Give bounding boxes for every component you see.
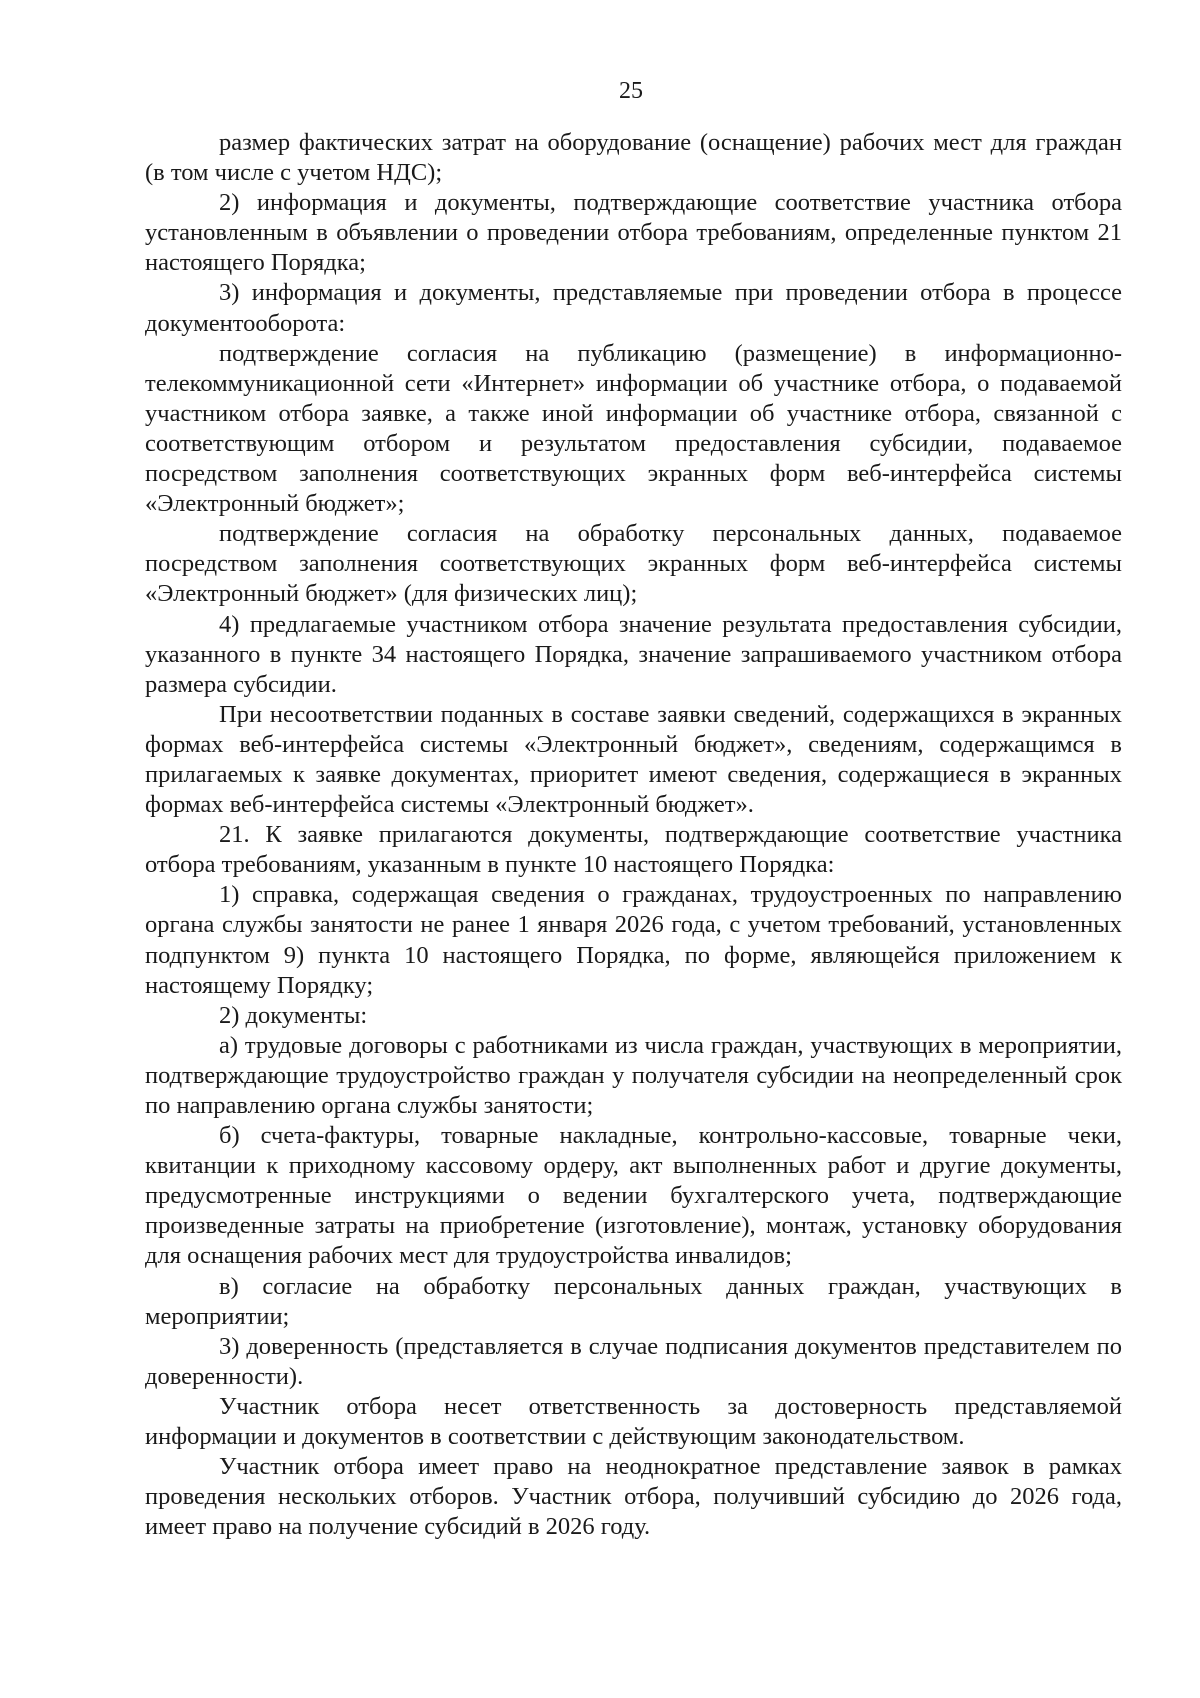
paragraph-item-1-certificate: 1) справка, содержащая сведения о гражданах, трудоустроенных по направлению органа службы занятости не ранее 1 января 2026 года, с учетом требований, установленных подпунктом 9) пункта 10 настоящего Порядка, по форме, являющейся приложением к настоящему Порядку; — [145, 881, 1122, 999]
paragraph-subitem-b-invoices: б) счета-фактуры, товарные накладные, контрольно-кассовые, товарные чеки, квитанции к приходному кассовому ордеру, акт выполненных работ и другие документы, предусмотренные инструкциями о ведении бухгалтерского учета, подтверждающие произведенные затраты на приобретение (изготовление), монтаж, установку оборудования для оснащения рабочих мест для трудоустройства инвалидов; — [145, 1122, 1122, 1270]
paragraph-item-2-compliance-info: 2) информация и документы, подтверждающие соответствие участника отбора установленным в объявлении о проведении отбора требованиям, определенные пунктом 21 настоящего Порядка; — [145, 189, 1122, 277]
paragraph-responsibility: Участник отбора несет ответственность за достоверность представляемой информации и документов в соответствии с действующим законодательством. — [145, 1392, 1122, 1451]
paragraph-repeated-submission: Участник отбора имеет право на неоднократное представление заявок в рамках проведения нескольких отборов. Участник отбора, получивший субсидию до 2026 года, имеет право на получение субсидий в 2026 году. — [145, 1453, 1122, 1541]
paragraph-item-3-document-flow: 3) информация и документы, представляемые при проведении отбора в процессе документооборота: — [145, 279, 1122, 337]
paragraph-item-4-result-value: 4) предлагаемые участником отбора значение результата предоставления субсидии, указанного в пункте 34 настоящего Порядка, значение запрашиваемого участником отбора размера субсидии. — [145, 610, 1122, 698]
paragraph-item-3-power-of-attorney: 3) доверенность (представляется в случае подписания документов представителем по доверенности). — [145, 1332, 1122, 1390]
paragraph-priority-of-forms: При несоответствии поданных в составе заявки сведений, содержащихся в экранных формах веб-интерфейса системы «Электронный бюджет», сведениям, содержащимся в прилагаемых к заявке документах, приоритет имеют сведения, содержащиеся в экранных формах веб-интерфейса системы «Электронный бюджет». — [145, 700, 1122, 819]
paragraph-subitem-v-consent: в) согласие на обработку персональных данных граждан, участвующих в мероприятии; — [145, 1272, 1122, 1330]
paragraph-clause-21: 21. К заявке прилагаются документы, подтверждающие соответствие участника отбора требованиям, указанным в пункте 10 настоящего Порядка: — [145, 821, 1122, 879]
paragraph-item-2-documents: 2) документы: — [219, 1001, 368, 1029]
paragraph-personal-data-consent: подтверждение согласия на обработку персональных данных, подаваемое посредством заполнения соответствующих экранных форм веб-интерфейса системы «Электронный бюджет» (для физических лиц); — [145, 520, 1122, 608]
paragraph-subitem-a-contracts: а) трудовые договоры с работниками из числа граждан, участвующих в мероприятии, подтверждающие трудоустройство граждан у получателя субсидии на неопределенный срок по направлению органа службы занятости; — [145, 1031, 1122, 1119]
document-body — [145, 128, 1122, 1542]
paragraph-publication-consent: подтверждение согласия на публикацию (размещение) в информационно-телекоммуникационной сети «Интернет» информации об участнике отбора, о подаваемой участником отбора заявке, а также иной информации об участнике отбора, связанной с соответствующим отбором и результатом предоставления субсидии, подаваемое посредством заполнения соответствующих экранных форм веб-интерфейса системы «Электронный бюджет»; — [145, 339, 1122, 518]
paragraph-equipment-costs: размер фактических затрат на оборудование (оснащение) рабочих мест для граждан (в том числе с учетом НДС); — [145, 129, 1122, 187]
page-number: 25 — [619, 78, 643, 104]
